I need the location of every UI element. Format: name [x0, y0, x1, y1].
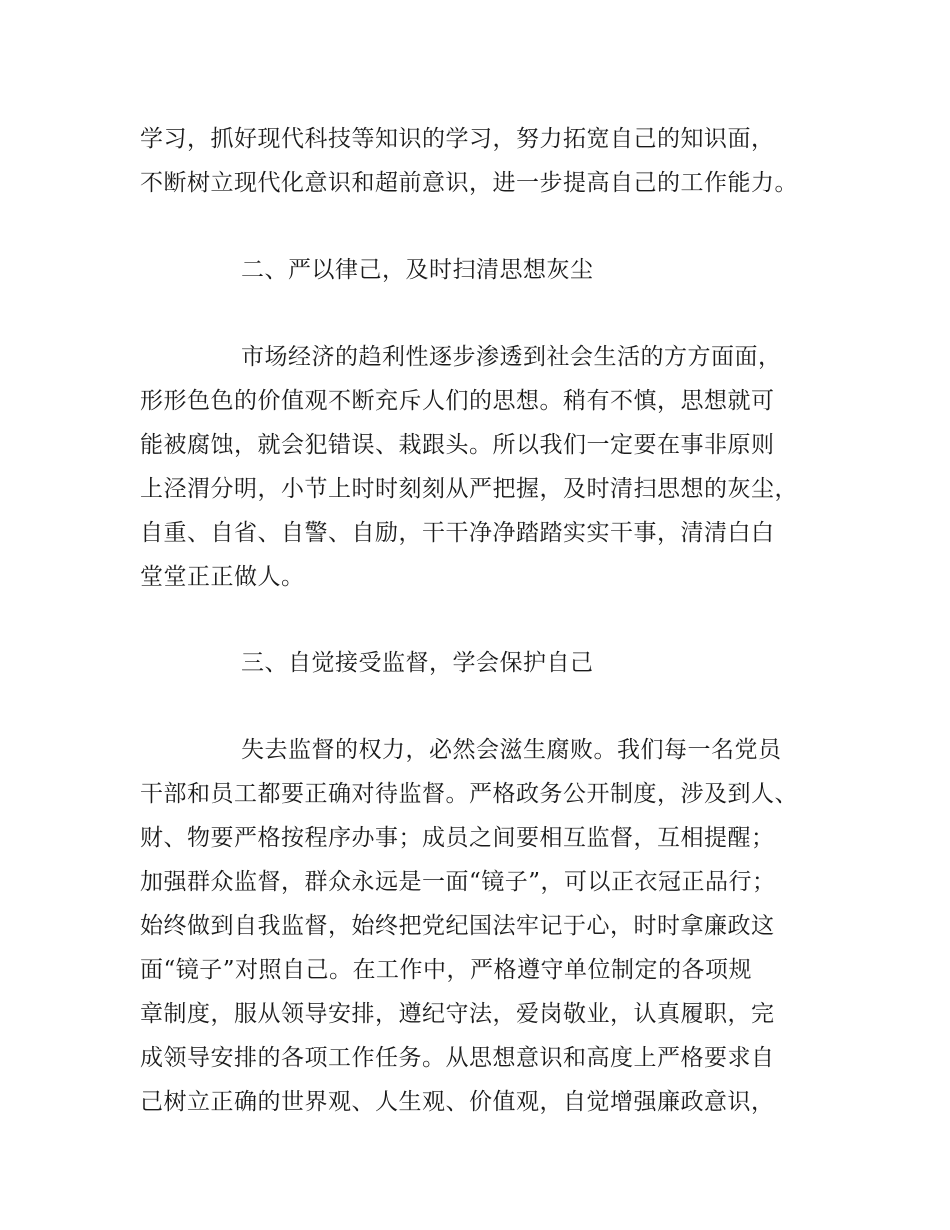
paragraph-line: 面“镜子”对照自己。在工作中，严格遵守单位制定的各项规 [140, 957, 753, 983]
paragraph-line: 市场经济的趋利性逐步渗透到社会生活的方方面面， [241, 344, 782, 370]
paragraph-line: 加强群众监督，群众永远是一面“镜子”，可以正衣冠正品行； [140, 869, 776, 895]
paragraph-line: 始终做到自我监督，始终把党纪国法牢记于心，时时拿廉政这 [140, 913, 775, 939]
paragraph-line: 自重、自省、自警、自励，干干净净踏踏实实干事，清清白白 [140, 520, 775, 546]
paragraph-line: 己树立正确的世界观、人生观、价值观，自觉增强廉政意识， [140, 1089, 775, 1115]
paragraph-line: 形形色色的价值观不断充斥人们的思想。稍有不慎，思想就可 [140, 388, 775, 414]
paragraph-line: 能被腐蚀，就会犯错误、栽跟头。所以我们一定要在事非原则 [140, 432, 775, 458]
paragraph-line: 上泾渭分明，小节上时时刻刻从严把握，及时清扫思想的灰尘， [140, 476, 798, 502]
paragraph-line: 成领导安排的各项工作任务。从思想意识和高度上严格要求自 [140, 1045, 775, 1071]
section-heading: 二、严以律己，及时扫清思想灰尘 [241, 257, 594, 283]
section-heading: 三、自觉接受监督，学会保护自己 [241, 650, 594, 676]
paragraph-line: 学习，抓好现代科技等知识的学习，努力拓宽自己的知识面， [140, 126, 775, 152]
paragraph-line: 章制度，服从领导安排，遵纪守法，爱岗敬业，认真履职，完 [140, 1001, 775, 1027]
paragraph-line: 财、物要严格按程序办事；成员之间要相互监督，互相提醒； [140, 825, 775, 851]
paragraph-line: 干部和员工都要正确对待监督。严格政务公开制度，涉及到人、 [140, 781, 798, 807]
paragraph-line: 堂堂正正做人。 [140, 564, 305, 590]
paragraph-line: 失去监督的权力，必然会滋生腐败。我们每一名党员 [241, 737, 782, 763]
paragraph-line: 不断树立现代化意识和超前意识，进一步提高自己的工作能力。 [140, 170, 798, 196]
